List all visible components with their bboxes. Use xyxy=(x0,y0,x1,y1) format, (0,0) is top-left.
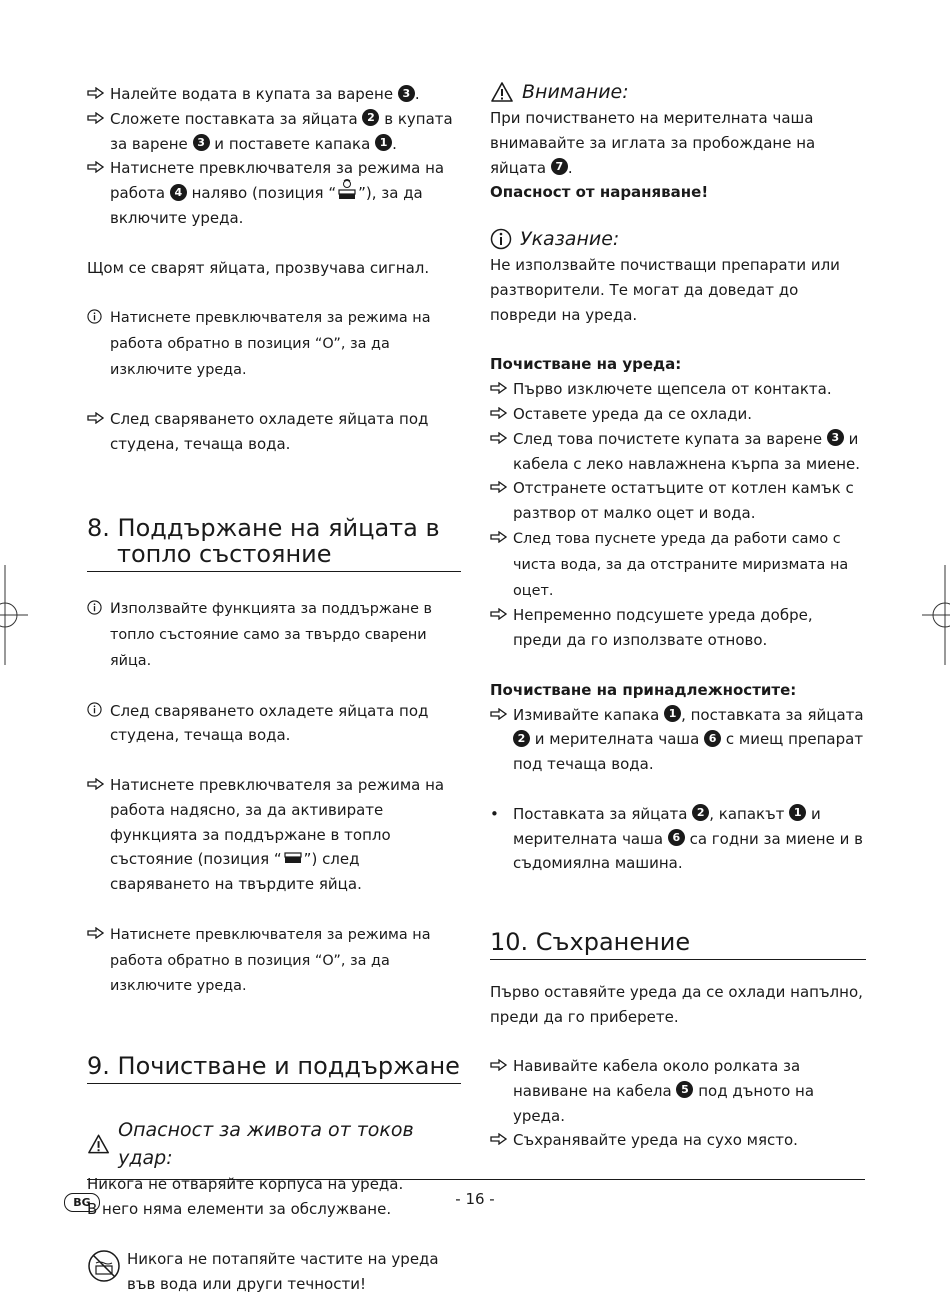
no-immersion-warning: Никога не потапяйте частите на уреда във вода или други течности! xyxy=(87,1247,461,1296)
arrow-icon xyxy=(87,107,107,132)
clean-step: Отстранете остатъците от котлен камък с разтвор от малко оцет и вода. xyxy=(490,476,866,526)
step-place-egg-holder: Сложете поставката за яйцата 2 в купата за варене 3 и поставете капака 1 . xyxy=(87,107,461,157)
arrow-icon xyxy=(490,402,510,427)
keep-warm-icon xyxy=(282,851,304,865)
footer-rule xyxy=(87,1179,865,1180)
arrow-icon xyxy=(490,703,510,728)
info-icon xyxy=(490,228,512,250)
clean-step: След това почистете купата за варене 3 и кабела с леко навлажнена кърпа за миене. xyxy=(490,427,866,477)
part-number: 7 xyxy=(551,158,568,175)
warning-icon xyxy=(87,1133,110,1155)
registration-mark-left xyxy=(0,565,30,665)
clean-step: Оставете уреда да се охлади. xyxy=(490,402,866,427)
info-icon xyxy=(87,305,107,330)
arrow-icon xyxy=(87,773,107,798)
clean-step: Непременно подсушете уреда добре, преди да го използвате отново. xyxy=(490,603,866,653)
storage-step: Съхранявайте уреда на сухо място. xyxy=(490,1128,866,1153)
part-number: 4 xyxy=(170,184,187,201)
arrow-icon xyxy=(490,526,510,551)
attention-title: Внимание: xyxy=(490,78,866,106)
storage-step: Навивайте кабела около ролката за навиване на кабела 5 под дъното на уреда. xyxy=(490,1054,866,1128)
arrow-icon xyxy=(87,407,107,432)
arrow-icon xyxy=(490,377,510,402)
shock-warning-title: Опасност за живота от токов удар: xyxy=(87,1116,461,1172)
part-number: 1 xyxy=(375,134,392,151)
note-title: Указание: xyxy=(490,225,866,253)
info-icon xyxy=(87,596,107,621)
arrow-icon xyxy=(490,476,510,501)
clean-device-title: Почистване на уреда: xyxy=(490,355,682,374)
info-cool-eggs: След сваряването охладете яйцата под студена, течаща вода. xyxy=(87,699,461,749)
step-switch-on: Натиснете превключвателя за режима на работа 4 наляво (позиция “ ”), за да включите уреда. xyxy=(87,156,461,230)
attention-text: При почистването на мерителната чаша внимавайте за иглата за пробождане на яйцата 7 . xyxy=(490,109,816,177)
arrow-icon xyxy=(87,922,107,947)
shock-warning-line-1: Никога не отваряйте корпуса на уреда. xyxy=(87,1175,404,1194)
part-number: 1 xyxy=(789,804,806,821)
section-heading-9: 9. Почистване и поддържане xyxy=(87,1053,461,1084)
clean-accessories-title: Почистване на принадлежностите: xyxy=(490,680,797,699)
arrow-icon xyxy=(490,1128,510,1153)
signal-text: Щом се сварят яйцата, прозвучава сигнал. xyxy=(87,258,430,277)
part-number: 6 xyxy=(668,829,685,846)
arrow-icon xyxy=(87,156,107,181)
part-number: 2 xyxy=(692,804,709,821)
clean-step: Първо изключете щепсела от контакта. xyxy=(490,377,866,402)
warning-icon xyxy=(490,81,514,103)
info-icon xyxy=(87,699,107,724)
note-text: Не използвайте почистващи препарати или разтворители. Те могат да доведат до повреди на уреда. xyxy=(490,256,840,324)
arrow-icon xyxy=(490,427,510,452)
arrow-icon xyxy=(490,1054,510,1079)
part-number: 6 xyxy=(704,730,721,747)
part-number: 5 xyxy=(676,1081,693,1098)
arrow-icon xyxy=(87,82,107,107)
page-number: - 16 - xyxy=(455,1190,495,1208)
step-cool-eggs: След сваряването охладете яйцата под студена, течаща вода. xyxy=(87,407,461,457)
cooking-mode-icon xyxy=(336,179,358,201)
dishwasher-note: • Поставката за яйцата 2 , капакът 1 и мерителната чаша 6 са годни за миене и в съдомиялна машина. xyxy=(490,802,866,876)
info-switch-off: Натиснете превключвателя за режима на работа обратно в позиция “O”, за да изключите уреда. xyxy=(87,305,461,382)
no-immersion-icon xyxy=(87,1249,121,1283)
info-keep-warm-usage: Използвайте функцията за поддържане в топло състояние само за твърдо сварени яйца. xyxy=(87,596,461,673)
storage-intro: Първо оставяйте уреда да се охлади напълно, преди да го приберете. xyxy=(490,982,863,1026)
part-number: 1 xyxy=(664,705,681,722)
part-number: 2 xyxy=(362,109,379,126)
right-column xyxy=(490,76,866,1153)
part-number: 3 xyxy=(398,85,415,102)
shock-warning-line-2: В него няма елементи за обслужване. xyxy=(87,1200,392,1219)
part-number: 3 xyxy=(193,134,210,151)
part-number: 2 xyxy=(513,730,530,747)
registration-mark-right xyxy=(920,565,950,665)
clean-step: След това пуснете уреда да работи само с чиста вода, за да отстраните миризмата на оцет. xyxy=(490,526,866,603)
section-heading-10: 10. Съхранение xyxy=(490,929,866,960)
step-switch-off: Натиснете превключвателя за режима на работа обратно в позиция “O”, за да изключите уреда. xyxy=(87,922,461,999)
clean-accessories-step: Измивайте капака 1 , поставката за яйцата 2 и мерителната чаша 6 с миещ препарат под течаща вода. xyxy=(490,703,866,777)
section-heading-8: 8. Поддържане на яйцата в топло състояние xyxy=(87,515,461,572)
arrow-icon xyxy=(490,603,510,628)
step-fill-water: Налейте водата в купата за варене 3 . xyxy=(87,82,461,107)
language-badge: BG xyxy=(64,1193,100,1212)
injury-warning: Опасност от нараняване! xyxy=(490,183,709,202)
part-number: 3 xyxy=(827,429,844,446)
left-column xyxy=(87,76,461,1296)
step-keep-warm: Натиснете превключвателя за режима на работа надясно, за да активирате функцията за поддържане в топло състояние (позиция “ ”) след сваряването на твърдите яйца. xyxy=(87,773,461,897)
bullet-icon: • xyxy=(490,804,499,823)
